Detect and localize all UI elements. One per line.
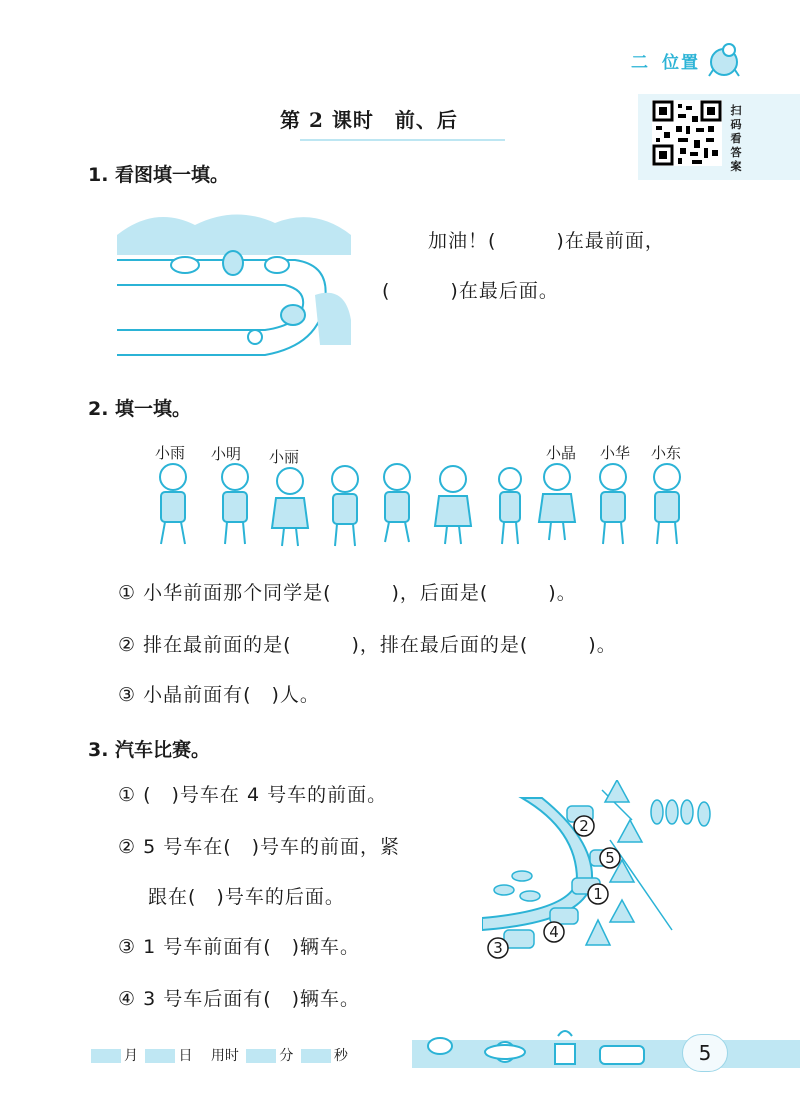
name-label: 小华 — [600, 444, 631, 462]
time-used-label: 用时 — [210, 1048, 239, 1064]
car-label: 1 — [593, 885, 603, 903]
mascot-icon — [705, 40, 743, 78]
qr-label-char: 答 — [730, 146, 742, 159]
name-label: 小雨 — [155, 444, 186, 462]
q2-item2: ② 排在最前面的是( )，排在最后面的是( )。 — [118, 634, 617, 656]
q3-item2-cont: 跟在( )号车的后面。 — [148, 886, 345, 908]
name-label: 小晶 — [546, 444, 577, 462]
second-label: 秒 — [333, 1048, 348, 1064]
q2-item1: ① 小华前面那个同学是( )，后面是( )。 — [118, 582, 577, 604]
q3-item1: ① ( )号车在 4 号车的前面。 — [118, 784, 388, 806]
footer-decoration-icons — [420, 1026, 660, 1070]
chapter-header — [631, 48, 700, 73]
qr-label — [728, 104, 744, 174]
month-label: 月 — [124, 1048, 138, 1064]
car-label: 2 — [579, 817, 589, 835]
study-record — [88, 1045, 348, 1065]
name-label: 小明 — [211, 445, 242, 463]
second-blank[interactable] — [301, 1049, 331, 1063]
page-number: 5 — [682, 1034, 728, 1072]
race-picture — [115, 205, 355, 365]
qr-label-char: 看 — [730, 132, 742, 145]
chapter-title: 位置 — [662, 53, 700, 73]
q2-item3: ③ 小晶前面有( )人。 — [118, 684, 320, 706]
qr-label-char: 案 — [730, 160, 742, 173]
day-blank[interactable] — [145, 1049, 175, 1063]
q3-item2: ② 5 号车在( )号车的前面，紧 — [118, 836, 401, 858]
car-label: 4 — [549, 923, 559, 941]
lesson-title: 第 2 课时 前、后 — [280, 108, 458, 132]
qr-label-char: 扫 — [730, 104, 742, 117]
name-label: 小丽 — [269, 448, 300, 466]
q1-line2: ( )在最后面。 — [382, 280, 559, 302]
day-label: 日 — [178, 1048, 193, 1064]
children-line-picture — [145, 462, 695, 552]
car-label: 5 — [605, 849, 615, 867]
q1-line1: 加油！( )在最前面， — [428, 230, 665, 252]
q3-heading: 3. 汽车比赛。 — [88, 739, 211, 761]
car-race-map — [482, 780, 720, 970]
q3-item3: ③ 1 号车前面有( )辆车。 — [118, 936, 361, 958]
car-label: 3 — [493, 939, 503, 957]
qr-label-char: 码 — [730, 118, 742, 131]
name-label: 小东 — [651, 444, 682, 462]
q1-heading: 1. 看图填一填。 — [88, 164, 230, 186]
month-blank[interactable] — [91, 1049, 121, 1063]
title-underline — [300, 139, 505, 141]
minute-blank[interactable] — [246, 1049, 276, 1063]
q2-heading: 2. 填一填。 — [88, 398, 192, 420]
q3-item4: ④ 3 号车后面有( )辆车。 — [118, 988, 361, 1010]
chapter-number: 二 — [631, 53, 650, 73]
qr-code-icon[interactable] — [652, 100, 722, 166]
minute-label: 分 — [279, 1048, 294, 1064]
